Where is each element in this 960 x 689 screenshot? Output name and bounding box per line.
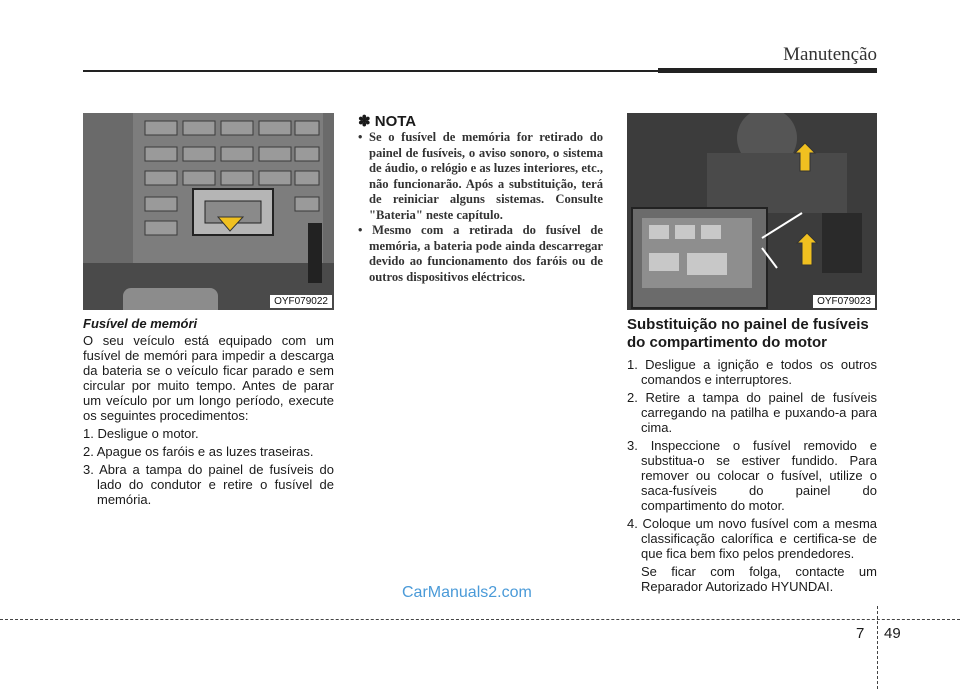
footer-rule	[0, 619, 960, 620]
right-column	[627, 316, 877, 597]
watermark-link[interactable]: CarManuals2.com	[402, 584, 532, 601]
page-header-title: Manutenção	[783, 44, 877, 65]
left-step-2: 2. Apague os faróis e as luzes traseiras.	[83, 444, 314, 459]
right-step-3: 3. Inspeccione o fusível removido e substitua-o se estiver fundido. Para remover ou colocar o fusível, utilize o saca-fusíveis do painel do compartimento do motor.	[627, 438, 877, 513]
photo-caption-right: OYF079023	[813, 295, 875, 308]
fuse-panel-illustration	[83, 113, 334, 310]
right-note: Se ficar com folga, contacte um Reparador Autorizado HYUNDAI.	[641, 564, 877, 594]
header-rule-thick	[658, 68, 877, 73]
left-step-3: 3. Abra a tampa do painel de fusíveis do lado do condutor e retire o fusível de memória.	[83, 462, 334, 507]
footer-vertical-rule	[877, 606, 878, 689]
fuse-panel-photo	[83, 113, 334, 310]
nota-box	[358, 130, 603, 285]
section-heading-memory-fuse: Fusível de memóri	[83, 316, 198, 331]
header-rule-thin	[83, 70, 658, 72]
right-step-2: 2. Retire a tampa do painel de fusíveis carregando na patilha e puxando-a para cima.	[627, 390, 877, 435]
page-chapter-number: 7	[856, 625, 865, 642]
section-heading-line-1: Substituição no painel de fusíveis	[627, 316, 869, 333]
left-step-1: 1. Desligue o motor.	[83, 426, 199, 441]
nota-bullet-1: • Se o fusível de memória for retirado do painel de fusíveis, o aviso sonoro, o sistema de áudio, o relógio e as luzes interiores, etc., não funcionarão. Após a substituição, terá de reiniciar alguns sistemas. Consulte "Bateria" neste capítulo.	[358, 130, 603, 222]
engine-compartment-photo	[627, 113, 877, 310]
page-number: 49	[884, 625, 901, 642]
engine-fuse-illustration	[627, 113, 877, 310]
right-step-1: 1. Desligue a ignição e todos os outros comandos e interruptores.	[627, 357, 877, 387]
memory-fuse-paragraph: O seu veículo está equipado com um fusível de memóri para impedir a descarga da bateria se o veículo ficar parado e sem circular por muito tempo. Antes de parar um veículo por um longo período, execute os seguintes procedimentos:	[83, 333, 334, 423]
section-heading-line-2: do compartimento do motor	[627, 334, 827, 351]
nota-title: ✽ NOTA	[358, 113, 417, 130]
photo-caption-left: OYF079022	[270, 295, 332, 308]
left-column	[83, 316, 334, 510]
right-step-4: 4. Coloque um novo fusível com a mesma classificação calorífica e certifica-se de que fica bem fixo pelos prendedores.	[627, 516, 877, 561]
nota-bullet-2: • Mesmo com a retirada do fusível de memória, a bateria pode ainda descarregar devido ao funcionamento dos faróis ou de outros dispositivos eléctricos.	[358, 223, 603, 284]
section-heading-engine-fuse	[627, 316, 877, 352]
